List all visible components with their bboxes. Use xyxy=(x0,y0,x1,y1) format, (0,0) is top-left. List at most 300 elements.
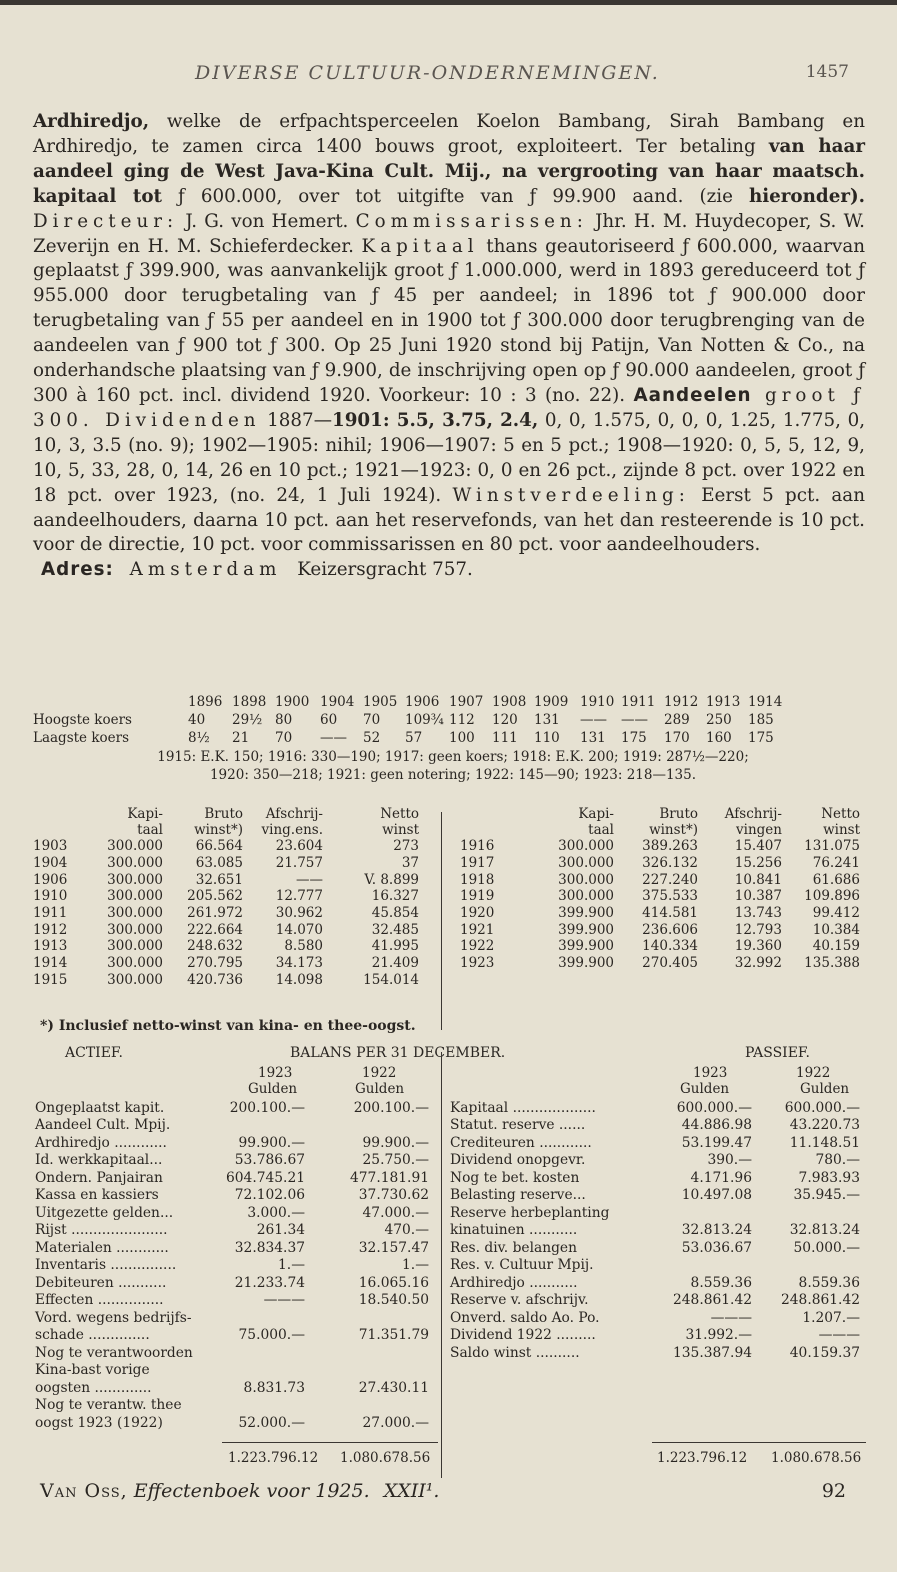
col-netto-2: winst xyxy=(382,822,419,838)
winstverdeeling-value: Eerst 5 pct. aan aandeelhouders, daarna 10 pct. aan het reservefonds, van het dan resteerende is 10 pct. voor de directie, 10 pct. voor commissarissen en 80 pct. voor aandeelhouders. xyxy=(33,484,865,556)
balance-item-label: Kassa en kassiers xyxy=(35,1187,159,1204)
page-number: 1457 xyxy=(805,62,849,82)
row-year: 1917 xyxy=(460,855,495,872)
balance-item-value: 1.— xyxy=(278,1257,305,1274)
balance-item-value: 18.540.50 xyxy=(358,1292,429,1309)
balance-item-value xyxy=(216,1362,308,1380)
col-r-netto: Netto xyxy=(821,806,860,822)
winst-row xyxy=(33,955,423,972)
balance-item-value xyxy=(615,1257,755,1275)
row-value: 300.000 xyxy=(107,855,163,872)
passief-year-1923: 1923 xyxy=(693,1065,728,1081)
balance-item-value: 8.831.73 xyxy=(243,1379,305,1396)
row-year: 1904 xyxy=(33,855,68,872)
balance-item-value: 8.559.36 xyxy=(690,1274,752,1291)
koers-cell: 70 xyxy=(363,712,381,728)
actief-row xyxy=(32,1152,432,1170)
balance-item-label: Kina-bast vorige xyxy=(35,1362,150,1379)
row-value: 32.485 xyxy=(371,921,419,938)
balance-item-value xyxy=(615,1204,755,1222)
row-value: 154.014 xyxy=(363,971,419,988)
balance-item-value: 44.886.98 xyxy=(681,1117,752,1134)
passief-row xyxy=(447,1187,863,1205)
row-value: 389.263 xyxy=(642,838,698,855)
koers-cell: —— xyxy=(621,712,648,728)
balance-item-value: 261.34 xyxy=(256,1222,305,1239)
row-value: 261.972 xyxy=(187,905,243,922)
row-value: 76.241 xyxy=(812,855,860,872)
passief-row xyxy=(447,1099,863,1117)
passief-row xyxy=(447,1222,863,1240)
koers-cell: —— xyxy=(580,712,607,728)
col-r-kapitaal: Kapi- xyxy=(578,806,614,822)
row-year: 1916 xyxy=(460,838,495,855)
intro-text-3: hieronder). xyxy=(748,185,865,207)
koers-cell: 1896 xyxy=(188,694,223,710)
hoogste-label: Hoogste koers xyxy=(33,712,132,728)
actief-year-1923: 1923 xyxy=(258,1065,293,1081)
row-value: 10.387 xyxy=(734,888,782,905)
row-value: 300.000 xyxy=(107,905,163,922)
row-value: 300.000 xyxy=(558,855,614,872)
koers-note-1: 1915: E.K. 150; 1916: 330—190; 1917: geen koers; 1918: E.K. 200; 1919: 287½—220; xyxy=(157,749,749,765)
actief-row xyxy=(32,1239,432,1257)
row-year: 1919 xyxy=(460,888,495,905)
actief-total-1922: 1.080.678.56 xyxy=(340,1450,431,1466)
balance-item-value: 200.100.— xyxy=(353,1099,429,1116)
passief-row xyxy=(447,1117,863,1135)
row-value: 399.900 xyxy=(558,955,614,972)
koers-cell: 175 xyxy=(748,730,774,746)
balance-item-value: ——— xyxy=(710,1309,752,1326)
actief-row xyxy=(32,1292,432,1310)
row-value: 34.173 xyxy=(275,955,323,972)
balance-item-label: Saldo winst .......... xyxy=(450,1344,580,1361)
koers-cell: 1906 xyxy=(405,694,440,710)
passief-year-1922: 1922 xyxy=(796,1065,831,1081)
passief-row xyxy=(447,1257,863,1275)
balance-item-value: 1.207.— xyxy=(802,1309,860,1326)
actief-row xyxy=(32,1309,432,1327)
koers-cell: 1898 xyxy=(232,694,267,710)
row-value: 23.604 xyxy=(275,838,323,855)
passief-unit-1: Gulden xyxy=(680,1081,730,1097)
passief-table xyxy=(447,1099,863,1362)
passief-row xyxy=(447,1344,863,1362)
balance-item-label: Belasting reserve... xyxy=(450,1187,586,1204)
winst-table-right xyxy=(460,806,864,972)
aandeelen-label: Aandeelen xyxy=(633,384,752,406)
balance-item-value xyxy=(308,1344,432,1362)
row-value: 300.000 xyxy=(107,871,163,888)
winst-table-left xyxy=(33,806,423,988)
row-value: 30.962 xyxy=(275,905,323,922)
row-value: 227.240 xyxy=(642,871,698,888)
actief-label: ACTIEF. xyxy=(65,1045,123,1061)
actief-row xyxy=(32,1257,432,1275)
balance-item-value: 4.171.96 xyxy=(690,1169,752,1186)
row-value: 63.085 xyxy=(195,855,243,872)
row-value: 19.360 xyxy=(734,938,782,955)
row-value: 66.564 xyxy=(195,838,243,855)
balance-item-label: Onverd. saldo Ao. Po. xyxy=(450,1309,600,1326)
koers-cell: 1908 xyxy=(492,694,527,710)
balance-item-value: 1.— xyxy=(402,1257,429,1274)
row-value: 99.412 xyxy=(812,905,860,922)
winst-row xyxy=(460,938,864,955)
balans-title: BALANS PER 31 DECEMBER. xyxy=(290,1045,506,1061)
row-value: 13.743 xyxy=(734,905,782,922)
company-name: Ardhiredjo, xyxy=(33,111,150,132)
winst-row xyxy=(33,972,423,989)
running-title: DIVERSE CULTUUR-ONDERNEMINGEN. xyxy=(195,62,660,84)
balance-item-label: Vord. wegens bedrijfs- xyxy=(35,1309,192,1326)
col-bruto-2: winst*) xyxy=(194,822,243,838)
koers-cell: 60 xyxy=(320,712,338,728)
balance-item-value: 248.861.42 xyxy=(781,1292,860,1309)
actief-row xyxy=(32,1414,432,1432)
col-r-netto-2: winst xyxy=(823,822,860,838)
actief-row xyxy=(32,1187,432,1205)
row-value: 300.000 xyxy=(107,838,163,855)
koers-cell: 80 xyxy=(275,712,293,728)
balance-item-value xyxy=(755,1204,863,1222)
koers-cell: 111 xyxy=(492,730,518,746)
row-value: 414.581 xyxy=(642,905,698,922)
balance-item-label: Rijst ...................... xyxy=(35,1222,168,1239)
row-value: 399.900 xyxy=(558,938,614,955)
koers-cell: 1911 xyxy=(621,694,656,710)
row-value: 135.388 xyxy=(804,955,860,972)
koers-cell: 52 xyxy=(363,730,381,746)
row-value: 273 xyxy=(393,838,419,855)
row-value: —— xyxy=(296,871,323,888)
row-value: 8.580 xyxy=(284,938,323,955)
balance-item-label: Nog te bet. kosten xyxy=(450,1169,580,1186)
winst-row xyxy=(33,921,423,938)
passief-row xyxy=(447,1327,863,1345)
directeur-label: Directeur: xyxy=(33,210,179,232)
balance-item-label: Res. div. belangen xyxy=(450,1239,577,1256)
balance-item-value: 43.220.73 xyxy=(789,1117,860,1134)
winst-row xyxy=(460,838,864,855)
row-value: 375.533 xyxy=(642,888,698,905)
row-value: 300.000 xyxy=(107,955,163,972)
row-year: 1923 xyxy=(460,955,495,972)
passief-row xyxy=(447,1169,863,1187)
row-value: 16.327 xyxy=(371,888,419,905)
kapitaal-label: Kapitaal xyxy=(361,235,479,257)
adres-label: Adres: xyxy=(41,559,114,581)
intro-text: welke de erfpachtsperceelen Koelon Bambang, Sirah Bambang en Ardhiredjo, te zamen circa 1400 bouws groot, exploiteert. Ter betaling xyxy=(33,111,865,157)
footer-sheet-number: 92 xyxy=(821,1480,846,1502)
balance-item-label: Statut. reserve ...... xyxy=(450,1117,586,1134)
row-value: 15.256 xyxy=(734,855,782,872)
koers-cell: 1913 xyxy=(706,694,741,710)
row-value: 248.632 xyxy=(187,938,243,955)
koers-cell: 175 xyxy=(621,730,647,746)
balance-item-label: Ongeplaatst kapit. xyxy=(35,1099,165,1116)
col-r-kapitaal-2: taal xyxy=(588,822,614,838)
actief-total-rule xyxy=(222,1442,438,1443)
balance-item-label: Id. werkkapitaal... xyxy=(35,1152,163,1169)
passief-row xyxy=(447,1134,863,1152)
col-afschrijving: Afschrij- xyxy=(265,806,323,822)
footer-book: Effectenboek voor 1925. xyxy=(133,1480,370,1502)
row-value: 12.777 xyxy=(275,888,323,905)
balance-item-label: Effecten ............... xyxy=(35,1292,164,1309)
actief-year-1922: 1922 xyxy=(362,1065,397,1081)
balance-item-value: 248.861.42 xyxy=(673,1292,752,1309)
balance-item-label: oogsten ............. xyxy=(35,1379,152,1396)
balance-item-value: 32.813.24 xyxy=(681,1222,752,1239)
row-value: 300.000 xyxy=(107,971,163,988)
row-year: 1918 xyxy=(460,871,495,888)
row-value: 32.651 xyxy=(195,871,243,888)
balance-item-value xyxy=(216,1344,308,1362)
balance-item-label: Ardhiredjo ........... xyxy=(450,1274,578,1291)
koers-cell: 21 xyxy=(232,730,250,746)
koers-cell: 1904 xyxy=(320,694,355,710)
koers-cell: 1900 xyxy=(275,694,310,710)
passief-row xyxy=(447,1309,863,1327)
row-value: 420.736 xyxy=(187,971,243,988)
balance-item-value: 53.786.67 xyxy=(234,1152,305,1169)
commissarissen-label: Commissarissen: xyxy=(355,210,588,232)
row-value: 15.407 xyxy=(734,838,782,855)
row-year: 1903 xyxy=(33,838,68,855)
description-paragraph xyxy=(33,110,865,558)
koers-cell: 160 xyxy=(706,730,732,746)
balance-item-value xyxy=(755,1257,863,1275)
balance-item-value: 600.000.— xyxy=(676,1099,752,1116)
balance-item-value xyxy=(216,1309,308,1327)
row-value: 37 xyxy=(401,855,419,872)
balance-item-value xyxy=(308,1397,432,1415)
balance-item-value xyxy=(216,1397,308,1415)
balance-item-value: 53.199.47 xyxy=(681,1134,752,1151)
winst-row xyxy=(33,838,423,855)
koers-cell: 109¾ xyxy=(405,712,444,728)
balance-item-label: Reserve v. afschrijv. xyxy=(450,1292,589,1309)
col-r-bruto: Bruto xyxy=(659,806,698,822)
intro-bold-text: van haar aandeel ging de West Java-Kina Cult. Mij., na vergrooting van haar maatsch. kapitaal tot xyxy=(33,135,865,207)
winstverdeeling-label: Winstverdeeling: xyxy=(452,484,690,506)
company-description xyxy=(33,110,865,583)
balance-item-value: 21.233.74 xyxy=(234,1274,305,1291)
actief-row xyxy=(32,1204,432,1222)
row-value: 300.000 xyxy=(558,871,614,888)
koers-cell: 185 xyxy=(748,712,774,728)
balance-item-value: 99.900.— xyxy=(238,1134,305,1151)
koers-cell: 1907 xyxy=(449,694,484,710)
row-value: 109.896 xyxy=(804,888,860,905)
balance-item-value: 52.000.— xyxy=(238,1414,305,1431)
balance-item-label: Ondern. Panjairan xyxy=(35,1169,163,1186)
winst-row xyxy=(460,871,864,888)
dividenden-value-b: 0, 0, 1.575, 0, 0, 0, 1.25, 1.775, 0, 10, 3, 3.5 (no. 9); 1902—1905: nihil; 1906—1907: 5 en 5 pct.; 1908—1920: 0, 5, 5, 12, 9, 10, 5, 33, 28, 0, 14, 26 en 10 pct.; 1921—1923: 0, 0 en 26 pct., zijnde 8 pct. over 1922 en 18 pct. over 1923, (no. 24, 1 Juli 1924). xyxy=(33,409,866,506)
balance-item-label: oogst 1923 (1922) xyxy=(35,1414,163,1431)
address-line xyxy=(33,558,865,583)
balance-item-value xyxy=(308,1309,432,1327)
balance-item-value: 35.945.— xyxy=(793,1187,860,1204)
balance-item-value: ——— xyxy=(263,1292,305,1309)
winst-row xyxy=(460,955,864,972)
balance-item-value: 8.559.36 xyxy=(798,1274,860,1291)
balance-item-value: 600.000.— xyxy=(784,1099,860,1116)
koers-cell: 1905 xyxy=(363,694,398,710)
winst-row xyxy=(33,855,423,872)
koers-cell: 100 xyxy=(449,730,475,746)
winst-row xyxy=(460,921,864,938)
winst-row xyxy=(460,905,864,922)
koers-cell: 1909 xyxy=(534,694,569,710)
row-value: 12.793 xyxy=(734,921,782,938)
row-value: 40.159 xyxy=(812,938,860,955)
actief-row xyxy=(32,1099,432,1117)
koers-cell: 70 xyxy=(275,730,293,746)
koers-cell: 29½ xyxy=(232,712,263,728)
passief-row xyxy=(447,1239,863,1257)
actief-row xyxy=(32,1117,432,1135)
koers-cell: —— xyxy=(320,730,347,746)
intro-text-2: ƒ 600.000, over tot uitgifte van ƒ 99.900 aand. (zie xyxy=(162,185,749,207)
balance-item-value: 72.102.06 xyxy=(234,1187,305,1204)
balance-item-value xyxy=(308,1117,432,1135)
balance-item-value: ——— xyxy=(818,1327,860,1344)
row-year: 1913 xyxy=(33,938,68,955)
koers-cell: 170 xyxy=(664,730,690,746)
balance-item-value: 99.900.— xyxy=(362,1134,429,1151)
row-value: 399.900 xyxy=(558,921,614,938)
col-kapitaal: Kapi- xyxy=(127,806,163,822)
passief-row xyxy=(447,1204,863,1222)
balance-item-label: Ardhiredjo ............ xyxy=(35,1134,167,1151)
balance-item-value: 40.159.37 xyxy=(789,1344,860,1361)
winst-row xyxy=(460,888,864,905)
row-value: 45.854 xyxy=(371,905,419,922)
winst-row xyxy=(33,871,423,888)
passief-label: PASSIEF. xyxy=(745,1045,810,1061)
dividenden-value-a: 1887— xyxy=(260,409,332,431)
balance-item-label: Debiteuren ........... xyxy=(35,1274,167,1291)
balance-item-value: 37.730.62 xyxy=(358,1187,429,1204)
actief-unit-1: Gulden xyxy=(248,1081,298,1097)
actief-row xyxy=(32,1397,432,1415)
actief-row xyxy=(32,1222,432,1240)
col-afschrijving-2: ving.ens. xyxy=(261,822,323,838)
row-year: 1921 xyxy=(460,921,495,938)
balance-item-value: 16.065.16 xyxy=(358,1274,429,1291)
page-footer xyxy=(40,1480,860,1502)
commissarissen-value: Jhr. H. M. Huydecoper, S. W. Zeverijn en H. M. Schieferdecker. xyxy=(33,210,865,257)
koers-cell: 112 xyxy=(449,712,475,728)
row-value: 300.000 xyxy=(107,888,163,905)
balance-item-value: 390.— xyxy=(707,1152,752,1169)
row-value: 205.562 xyxy=(187,888,243,905)
balance-item-value: 32.813.24 xyxy=(789,1222,860,1239)
actief-table xyxy=(32,1099,432,1432)
winst-row xyxy=(460,855,864,872)
row-value: 140.334 xyxy=(642,938,698,955)
row-year: 1912 xyxy=(33,921,68,938)
koers-cell: 8½ xyxy=(188,730,210,746)
row-value: 399.900 xyxy=(558,905,614,922)
koers-years-row xyxy=(33,694,873,712)
laagste-label: Laagste koers xyxy=(33,730,130,746)
directeur-value: J. G. von Hemert. xyxy=(178,210,356,232)
koers-cell: 110 xyxy=(534,730,560,746)
koers-laagste-row xyxy=(33,730,873,748)
dividenden-bold: 1901: 5.5, 3.75, 2.4, xyxy=(331,409,539,431)
koers-cell: 1912 xyxy=(664,694,699,710)
balance-item-value: 27.000.— xyxy=(362,1414,429,1431)
row-value: 21.757 xyxy=(275,855,323,872)
row-value: 300.000 xyxy=(107,938,163,955)
koers-cell: 289 xyxy=(664,712,690,728)
passief-total-rule xyxy=(652,1442,866,1443)
row-value: 300.000 xyxy=(107,921,163,938)
top-edge xyxy=(0,0,897,5)
balance-item-value: 477.181.91 xyxy=(350,1169,429,1186)
running-head xyxy=(0,62,897,88)
actief-row xyxy=(32,1274,432,1292)
balance-item-value xyxy=(216,1117,308,1135)
winst-footnote: *) Inclusief netto-winst van kina- en thee-oogst. xyxy=(40,1018,416,1034)
balance-item-value: 11.148.51 xyxy=(789,1134,860,1151)
row-year: 1915 xyxy=(33,971,68,988)
table-divider xyxy=(441,812,442,1030)
balance-item-label: Crediteuren ............ xyxy=(450,1134,592,1151)
actief-row xyxy=(32,1344,432,1362)
row-value: 236.606 xyxy=(642,921,698,938)
row-value: 14.098 xyxy=(275,971,323,988)
col-r-bruto-2: winst*) xyxy=(649,822,698,838)
row-year: 1914 xyxy=(33,955,68,972)
balance-item-value: 31.992.— xyxy=(685,1327,752,1344)
balance-item-label: Res. v. Cultuur Mpij. xyxy=(450,1257,594,1274)
col-kapitaal-2: taal xyxy=(137,822,163,838)
passief-total-1923: 1.223.796.12 xyxy=(657,1450,748,1466)
col-netto: Netto xyxy=(380,806,419,822)
balance-item-value: 3.000.— xyxy=(247,1204,305,1221)
koers-hoogste-row xyxy=(33,712,873,730)
balance-item-value: 470.— xyxy=(384,1222,429,1239)
row-value: 21.409 xyxy=(371,955,419,972)
koers-cell: 1910 xyxy=(580,694,615,710)
balance-item-value: 27.430.11 xyxy=(358,1379,429,1396)
actief-row xyxy=(32,1379,432,1397)
row-value: 32.992 xyxy=(734,955,782,972)
actief-unit-2: Gulden xyxy=(355,1081,405,1097)
koersen-table xyxy=(33,694,873,784)
row-value: 61.686 xyxy=(812,871,860,888)
passief-row xyxy=(447,1274,863,1292)
actief-row xyxy=(32,1362,432,1380)
balance-item-value: 75.000.— xyxy=(238,1327,305,1344)
balance-item-label: Nog te verantw. thee xyxy=(35,1397,182,1414)
balance-item-value: 780.— xyxy=(815,1152,860,1169)
koers-note-2: 1920: 350—218; 1921: geen notering; 1922: 145—90; 1923: 218—135. xyxy=(209,767,697,783)
row-value: 300.000 xyxy=(558,838,614,855)
passief-unit-2: Gulden xyxy=(800,1081,850,1097)
adres-city: Amsterdam xyxy=(129,559,282,581)
balance-item-label: Uitgezette gelden... xyxy=(35,1204,174,1221)
row-value: 222.664 xyxy=(187,921,243,938)
koers-cell: 57 xyxy=(405,730,423,746)
balance-item-value: 53.036.67 xyxy=(681,1239,752,1256)
balance-item-label: Aandeel Cult. Mpij. xyxy=(35,1117,171,1134)
